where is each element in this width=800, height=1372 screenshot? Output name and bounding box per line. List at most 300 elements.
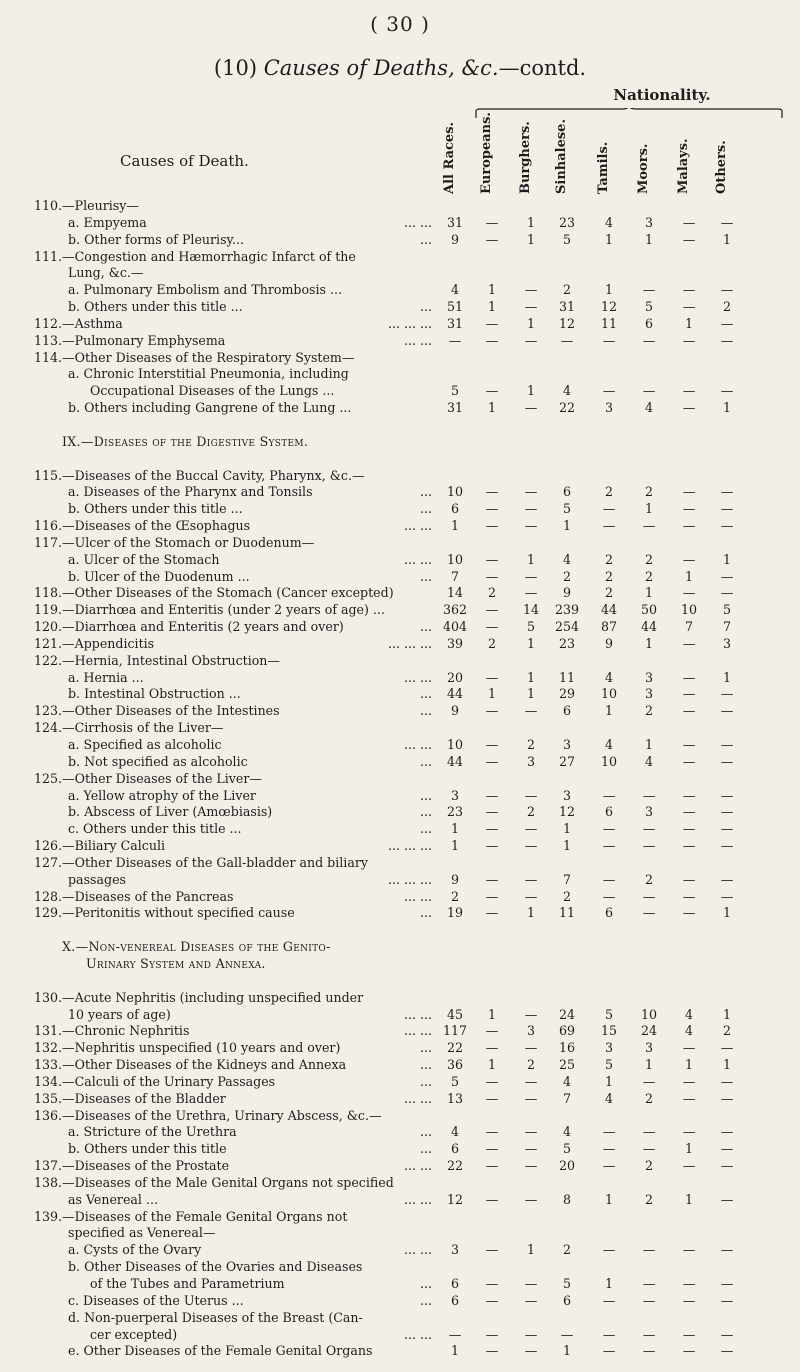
cause-label: 110.—Pleurisy— [34, 198, 139, 213]
cell-others: — [720, 1343, 734, 1359]
cell-others: — [720, 1073, 734, 1089]
cell-moors: 2 [644, 871, 653, 887]
table-row [0, 1074, 800, 1091]
cell-moors: 4 [644, 400, 653, 416]
cell-others: — [720, 214, 734, 230]
leader-dots: ... ... [403, 1090, 432, 1106]
cell-europeans: — [485, 568, 499, 584]
cell-allraces: 22 [446, 1158, 464, 1174]
cause-label: Lung, &c.— [68, 265, 144, 281]
cause-label: 134.—Calculi of the Urinary Passages [34, 1073, 276, 1089]
cell-moors: 2 [644, 484, 653, 500]
cell-others: — [720, 888, 734, 904]
table-row [0, 1327, 800, 1344]
cell-moors: — [642, 1242, 656, 1258]
nationality-brace [474, 108, 784, 118]
cell-allraces: 36 [446, 1057, 464, 1073]
cell-burghers: — [524, 703, 538, 719]
cell-europeans: — [485, 905, 499, 921]
leader-dots: ... [419, 804, 432, 820]
cell-moors: — [642, 1326, 656, 1342]
cell-malays: — [682, 1124, 696, 1140]
cause-label: a. Yellow atrophy of the Liver [68, 787, 256, 803]
cell-burghers: 14 [522, 602, 540, 618]
cell-others: 2 [722, 299, 731, 315]
table-row [0, 552, 800, 569]
cell-others: — [720, 484, 734, 500]
cell-europeans: — [485, 888, 499, 904]
cell-sinhalese: 5 [562, 1141, 571, 1157]
cell-malays: — [682, 1073, 696, 1089]
cause-label: 131.—Chronic Nephritis [34, 1023, 190, 1039]
cause-label: b. Ulcer of the Duodenum ... [68, 568, 250, 584]
cell-europeans: — [485, 669, 499, 685]
cell-moors: — [642, 1276, 656, 1291]
leader-dots: ... [419, 1124, 432, 1140]
cell-burghers: — [524, 299, 538, 315]
cell-allraces: 13 [446, 1090, 464, 1106]
nationality-heading: Nationality. [613, 86, 711, 104]
cell-others: 1 [722, 1006, 731, 1022]
cell-malays: — [682, 518, 696, 534]
column-header: Burghers. [518, 121, 533, 194]
leader-dots: ... [419, 1040, 432, 1056]
table-row [0, 1276, 800, 1293]
cell-burghers: — [524, 871, 538, 887]
cell-malays: 4 [684, 1023, 693, 1039]
cell-others: — [720, 282, 734, 298]
cell-malays: 4 [684, 1006, 693, 1022]
table-row [0, 771, 800, 788]
cell-moors: 1 [644, 231, 653, 247]
cell-tamils: 10 [600, 753, 618, 769]
table-row [0, 1040, 800, 1057]
cell-others: — [720, 332, 734, 348]
cell-moors: 1 [644, 737, 653, 752]
cell-malays: — [682, 888, 696, 904]
cell-sinhalese: 24 [558, 1006, 576, 1022]
leader-dots: ... [419, 484, 432, 500]
leader-dots: ... [419, 1141, 432, 1157]
cell-allraces: 5 [450, 383, 459, 399]
cause-label: 116.—Diseases of the Œsophagus [34, 518, 251, 534]
cell-europeans: 1 [487, 1057, 496, 1073]
cell-sinhalese: 2 [562, 282, 571, 298]
cell-europeans: — [485, 1343, 499, 1359]
cell-malays: — [682, 871, 696, 887]
cell-malays: — [682, 753, 696, 769]
row-spacer [0, 451, 800, 468]
cell-allraces: 4 [450, 282, 459, 298]
leader-dots: ... [419, 1276, 432, 1291]
table-row [0, 1141, 800, 1158]
cell-burghers: — [524, 1276, 538, 1291]
cell-sinhalese: 6 [562, 703, 571, 719]
cell-others: — [720, 1292, 734, 1308]
leader-dots: ... ... [403, 737, 432, 752]
cell-sinhalese: 1 [562, 518, 571, 534]
cause-label: b. Other forms of Pleurisy... [68, 231, 244, 247]
cause-label: 121.—Appendicitis [34, 635, 155, 651]
cell-others: — [720, 383, 734, 399]
cell-allraces: 117 [442, 1023, 468, 1039]
cause-label: b. Abscess of Liver (Amœbiasis) [68, 804, 273, 820]
cell-sinhalese: 31 [558, 299, 576, 315]
table-row [0, 855, 800, 872]
cell-europeans: — [485, 787, 499, 803]
cell-others: 1 [722, 551, 731, 567]
cell-moors: 1 [644, 501, 653, 517]
cell-europeans: — [485, 1292, 499, 1308]
cell-tamils: — [602, 518, 616, 534]
cell-allraces: 31 [446, 214, 464, 230]
cell-burghers: — [524, 400, 538, 416]
cell-burghers: — [524, 1124, 538, 1140]
cell-malays: — [682, 1040, 696, 1056]
cell-sinhalese: 11 [558, 669, 576, 685]
causes-heading: Causes of Death. [120, 152, 249, 170]
table-row [0, 232, 800, 249]
cell-sinhalese: 20 [558, 1158, 576, 1174]
leader-dots: ... [419, 619, 432, 635]
cell-sinhalese: 4 [562, 1073, 571, 1089]
cell-malays: — [682, 1292, 696, 1308]
table-row [0, 619, 800, 636]
cell-sinhalese: 29 [558, 686, 576, 702]
cell-allraces: 14 [446, 585, 464, 601]
cell-tamils: 1 [604, 231, 613, 247]
cell-sinhalese: 9 [562, 585, 571, 601]
section-heading-row [0, 956, 800, 973]
cell-europeans: — [485, 703, 499, 719]
cell-tamils: 4 [604, 1090, 613, 1106]
cell-burghers: 1 [526, 214, 535, 230]
cell-burghers: — [524, 518, 538, 534]
cause-label: 113.—Pulmonary Emphysema [34, 332, 226, 348]
cause-label: Occupational Diseases of the Lungs ... [90, 383, 335, 399]
cell-others: — [720, 1276, 734, 1291]
cell-allraces: 10 [446, 737, 464, 752]
leader-dots: ... [419, 703, 432, 719]
column-header: Others. [714, 140, 729, 194]
cell-allraces: 6 [450, 1276, 459, 1291]
cell-moors: — [642, 821, 656, 837]
cause-label: a. Hernia ... [68, 669, 144, 685]
cell-burghers: — [524, 1326, 538, 1342]
cell-moors: 2 [644, 568, 653, 584]
cell-tamils: 5 [604, 1006, 613, 1022]
table-row [0, 1209, 800, 1226]
table-row [0, 282, 800, 299]
cell-others: — [720, 753, 734, 769]
cell-others: — [720, 1141, 734, 1157]
cell-malays: — [682, 214, 696, 230]
row-spacer [0, 922, 800, 939]
cell-others: 1 [722, 231, 731, 247]
cell-allraces: 362 [442, 602, 468, 618]
cell-others: — [720, 737, 734, 752]
table-row [0, 1175, 800, 1192]
leader-dots: ... ... [403, 1023, 432, 1039]
leader-dots: ... ... [403, 1158, 432, 1174]
cell-tamils: — [602, 787, 616, 803]
cell-burghers: — [524, 1141, 538, 1157]
cell-sinhalese: 23 [558, 635, 576, 651]
table-row [0, 1007, 800, 1024]
cell-europeans: — [485, 1023, 499, 1039]
cell-sinhalese: 5 [562, 501, 571, 517]
cell-moors: 2 [644, 1191, 653, 1207]
cell-malays: — [682, 737, 696, 752]
cell-allraces: 19 [446, 905, 464, 921]
cell-moors: 1 [644, 585, 653, 601]
cell-malays: 1 [684, 1191, 693, 1207]
cell-others: — [720, 821, 734, 837]
cell-moors: — [642, 1343, 656, 1359]
cell-others: — [720, 1090, 734, 1106]
table-row [0, 1343, 800, 1360]
cell-europeans: — [485, 214, 499, 230]
cause-label: 122.—Hernia, Intestinal Obstruction— [34, 652, 281, 668]
cause-label: a. Cysts of the Ovary [68, 1242, 202, 1258]
cell-others: — [720, 871, 734, 887]
cause-label: a. Empyema [68, 214, 147, 230]
cell-allraces: 1 [450, 1343, 459, 1359]
table-row [0, 788, 800, 805]
cell-malays: 1 [684, 1057, 693, 1073]
cell-tamils: 4 [604, 214, 613, 230]
leader-dots: ... ... [403, 669, 432, 685]
cell-malays: — [682, 299, 696, 315]
cause-label: 112.—Asthma [34, 315, 123, 331]
cause-label: 125.—Other Diseases of the Liver— [34, 770, 262, 786]
cause-label: passages [68, 871, 126, 887]
cell-sinhalese: 25 [558, 1057, 576, 1073]
table-row [0, 198, 800, 215]
cell-burghers: — [524, 888, 538, 904]
cell-sinhalese: 5 [562, 1276, 571, 1291]
cell-burghers: — [524, 838, 538, 854]
cause-label: b. Not specified as alcoholic [68, 753, 248, 769]
leader-dots: ... ... [403, 1006, 432, 1022]
cell-sinhalese: 4 [562, 1124, 571, 1140]
cell-allraces: 1 [450, 518, 459, 534]
cell-allraces: 31 [446, 400, 464, 416]
cause-label: b. Others including Gangrene of the Lung ... [68, 400, 352, 416]
cell-malays: — [682, 551, 696, 567]
cause-label: 111.—Congestion and Hæmorrhagic Infarct of the [34, 248, 356, 264]
cell-burghers: 2 [526, 804, 535, 820]
cell-tamils: 2 [604, 551, 613, 567]
cell-others: 1 [722, 905, 731, 921]
cell-allraces: 1 [450, 838, 459, 854]
cell-tamils: — [602, 1326, 616, 1342]
cell-tamils: 3 [604, 1040, 613, 1056]
cell-allraces: 10 [446, 551, 464, 567]
table-row [0, 585, 800, 602]
table-row [0, 569, 800, 586]
cell-europeans: 1 [487, 400, 496, 416]
cell-sinhalese: 2 [562, 568, 571, 584]
cell-burghers: 5 [526, 619, 535, 635]
cell-europeans: 1 [487, 686, 496, 702]
cell-moors: — [642, 332, 656, 348]
cell-tamils: 9 [604, 635, 613, 651]
cause-label: 137.—Diseases of the Prostate [34, 1158, 230, 1174]
table-row [0, 838, 800, 855]
cell-tamils: 11 [600, 315, 618, 331]
cell-europeans: — [485, 315, 499, 331]
table-row [0, 350, 800, 367]
cell-sinhalese: 16 [558, 1040, 576, 1056]
table-row [0, 686, 800, 703]
cell-malays: — [682, 686, 696, 702]
cause-label: c. Others under this title ... [68, 821, 242, 837]
cell-allraces: 12 [446, 1191, 464, 1207]
cell-burghers: 1 [526, 669, 535, 685]
cell-tamils: 1 [604, 282, 613, 298]
cell-allraces: 5 [450, 1073, 459, 1089]
cell-europeans: 1 [487, 1006, 496, 1022]
leader-dots: ... [419, 1057, 432, 1073]
cell-others: — [720, 1242, 734, 1258]
cell-malays: — [682, 484, 696, 500]
table-row [0, 215, 800, 232]
cause-label: 132.—Nephritis unspecified (10 years and over) [34, 1040, 341, 1056]
cell-allraces: 7 [450, 568, 459, 584]
cell-malays: — [682, 501, 696, 517]
cell-europeans: — [485, 551, 499, 567]
cause-label: a. Stricture of the Urethra [68, 1124, 237, 1140]
cell-burghers: — [524, 1073, 538, 1089]
cell-malays: — [682, 669, 696, 685]
table-row [0, 872, 800, 889]
leader-dots: ... [419, 753, 432, 769]
cell-others: — [720, 315, 734, 331]
cell-moors: 3 [644, 804, 653, 820]
cell-sinhalese: 2 [562, 888, 571, 904]
section-heading-row [0, 939, 800, 956]
section-heading-row [0, 434, 800, 451]
table-row [0, 484, 800, 501]
cell-malays: — [682, 838, 696, 854]
cell-tamils: 6 [604, 905, 613, 921]
cause-label: 129.—Peritonitis without specified cause [34, 905, 295, 921]
table-row [0, 670, 800, 687]
cell-tamils: — [602, 1242, 616, 1258]
section-heading: X.—Non-venereal Diseases of the Genito- [62, 939, 331, 955]
cell-moors: — [642, 518, 656, 534]
cell-allraces: 31 [446, 315, 464, 331]
cell-tamils: — [602, 838, 616, 854]
table-row [0, 1057, 800, 1074]
cause-label: 115.—Diseases of the Buccal Cavity, Pharynx, &c.— [34, 467, 365, 483]
cell-burghers: 1 [526, 1242, 535, 1258]
cause-label: b. Others under this title ... [68, 501, 243, 517]
cell-allraces: 3 [450, 1242, 459, 1258]
cell-sinhalese: 27 [558, 753, 576, 769]
row-spacer [0, 973, 800, 990]
cause-label: b. Others under this title [68, 1141, 227, 1157]
cell-allraces: 9 [450, 703, 459, 719]
cell-malays: — [682, 282, 696, 298]
cell-burghers: — [524, 1158, 538, 1174]
cell-tamils: 2 [604, 585, 613, 601]
cell-sinhalese: 1 [562, 1343, 571, 1359]
cause-label: 133.—Other Diseases of the Kidneys and Annexa [34, 1057, 347, 1073]
table-row [0, 535, 800, 552]
cell-moors: — [642, 905, 656, 921]
column-header: Sinhalese. [554, 119, 569, 194]
table-row [0, 804, 800, 821]
table-row [0, 1259, 800, 1276]
cause-label: a. Ulcer of the Stomach [68, 551, 220, 567]
cell-allraces: 23 [446, 804, 464, 820]
cause-label: b. Others under this title ... [68, 299, 243, 315]
table-row [0, 821, 800, 838]
cell-moors: 3 [644, 1040, 653, 1056]
table-row [0, 636, 800, 653]
cell-moors: 5 [644, 299, 653, 315]
leader-dots: ... ... ... [387, 871, 432, 887]
cell-allraces: 10 [446, 484, 464, 500]
cell-europeans: — [485, 1242, 499, 1258]
cause-label: a. Specified as alcoholic [68, 737, 222, 752]
cell-moors: — [642, 282, 656, 298]
cell-tamils: — [602, 1343, 616, 1359]
cell-tamils: — [602, 821, 616, 837]
column-header: Moors. [636, 143, 651, 194]
page-title [0, 56, 800, 80]
cell-allraces: 1 [450, 821, 459, 837]
cell-tamils: — [602, 1124, 616, 1140]
column-header: All Races. [442, 121, 457, 194]
leader-dots: ... [419, 905, 432, 921]
cell-allraces: 9 [450, 231, 459, 247]
cause-label: 10 years of age) [68, 1006, 171, 1022]
cell-tamils: — [602, 383, 616, 399]
cell-moors: 2 [644, 551, 653, 567]
column-header: Malays. [676, 138, 691, 194]
cell-sinhalese: 4 [562, 551, 571, 567]
leader-dots: ... ... [403, 551, 432, 567]
cell-sinhalese: 12 [558, 315, 576, 331]
cell-allraces: 44 [446, 686, 464, 702]
cell-moors: 3 [644, 669, 653, 685]
cell-europeans: — [485, 871, 499, 887]
table-row [0, 1023, 800, 1040]
cell-burghers: — [524, 568, 538, 584]
cell-tamils: — [602, 501, 616, 517]
cause-label: 126.—Biliary Calculi [34, 838, 166, 854]
cell-sinhalese: 4 [562, 383, 571, 399]
leader-dots: ... ... ... [387, 838, 432, 854]
cell-europeans: — [485, 1141, 499, 1157]
cause-label: specified as Venereal— [68, 1225, 216, 1241]
cell-moors: 1 [644, 1057, 653, 1073]
section-heading: IX.—Diseases of the Digestive System. [62, 433, 309, 449]
cell-europeans: — [485, 1158, 499, 1174]
cell-malays: — [682, 1343, 696, 1359]
cell-europeans: — [485, 838, 499, 854]
cell-malays: — [682, 905, 696, 921]
cell-sinhalese: 23 [558, 214, 576, 230]
cell-malays: — [682, 383, 696, 399]
cell-tamils: 15 [600, 1023, 618, 1039]
cell-moors: — [642, 383, 656, 399]
cell-moors: 2 [644, 1158, 653, 1174]
cell-moors: 10 [640, 1006, 658, 1022]
